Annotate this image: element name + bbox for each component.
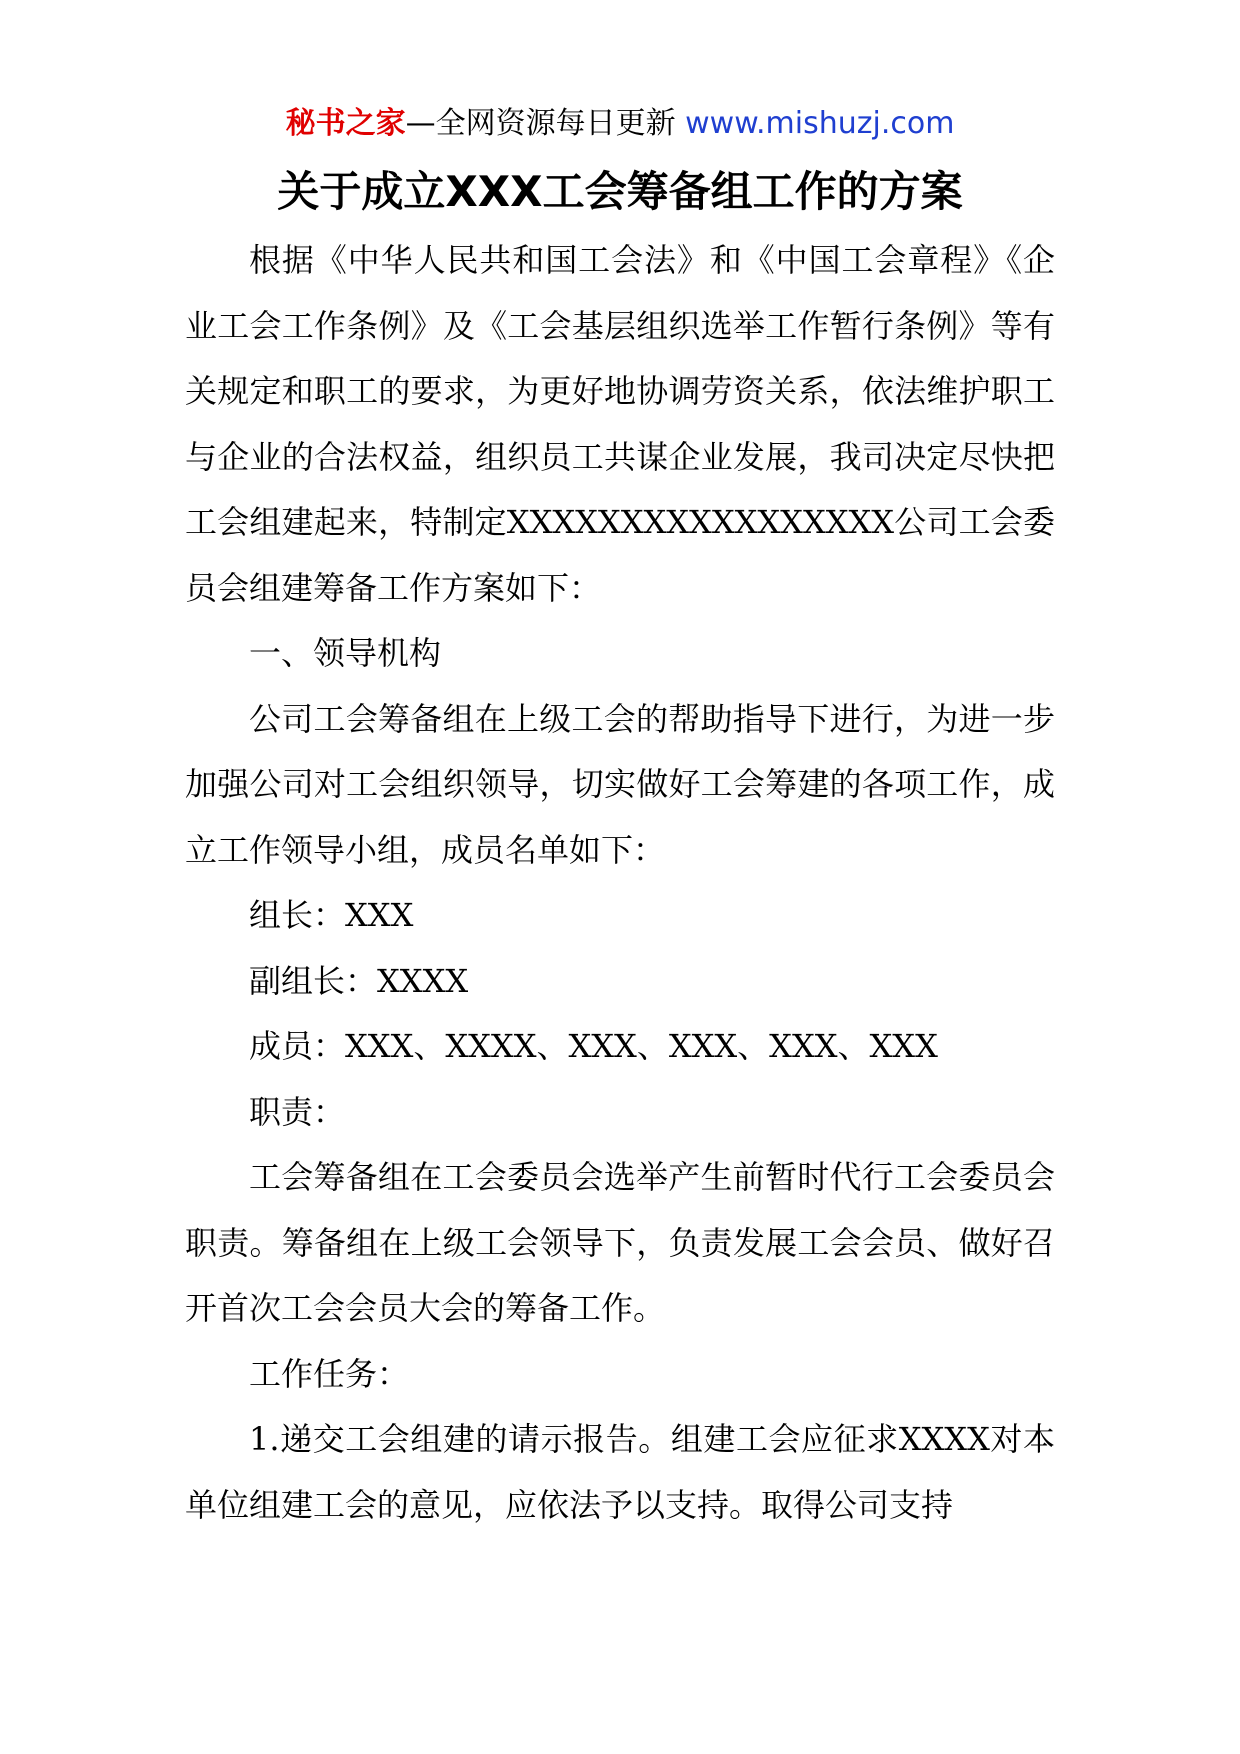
member-deputy-leader: 副组长：XXXX (249, 961, 469, 1000)
section-heading-leadership: 一、领导机构 (249, 634, 442, 672)
paragraph-task-1: 1.递交工会组建的请示报告。组建工会应征求XXXX对本单位组建工会的意见，应依法予以支持。取得公司支持 (185, 1420, 1055, 1524)
document-title: 关于成立XXX工会筹备组工作的方案 (277, 167, 963, 216)
paragraph-duties: 工会筹备组在工会委员会选举产生前暂时代行工会委员会职责。筹备组在上级工会领导下，负责发展工会会员、做好召开首次工会会员大会的筹备工作。 (185, 1158, 1055, 1327)
section-heading-duties: 职责： (249, 1092, 346, 1131)
member-group-leader: 组长：XXX (249, 896, 414, 934)
header-slogan: —全网资源每日更新 (405, 106, 676, 141)
member-list: 成员：XXX、XXXX、XXX、XXX、XXX、XXX (249, 1027, 938, 1065)
section-heading-tasks: 工作任务： (249, 1354, 410, 1393)
site-header (0, 102, 1240, 146)
brand-name: 秘书之家 (285, 106, 406, 141)
site-url-link[interactable]: www.mishuzj.com (685, 106, 955, 141)
document-body (185, 228, 1055, 1538)
paragraph-leadership: 公司工会筹备组在上级工会的帮助指导下进行，为进一步加强公司对工会组织领导，切实做好工会筹建的各项工作，成立工作领导小组，成员名单如下： (185, 699, 1055, 869)
paragraph-intro: 根据《中华人民共和国工会法》和《中国工会章程》《企业工会工作条例》及《工会基层组织选举工作暂行条例》等有关规定和职工的要求，为更好地协调劳资关系，依法维护职工与企业的合法权益，组织员工共谋企业发展，我司决定尽快把工会组建起来，特制定XXXXXXXXXXXXXXXXX公司工会委员会组建筹备工作方案如下： (185, 241, 1055, 607)
